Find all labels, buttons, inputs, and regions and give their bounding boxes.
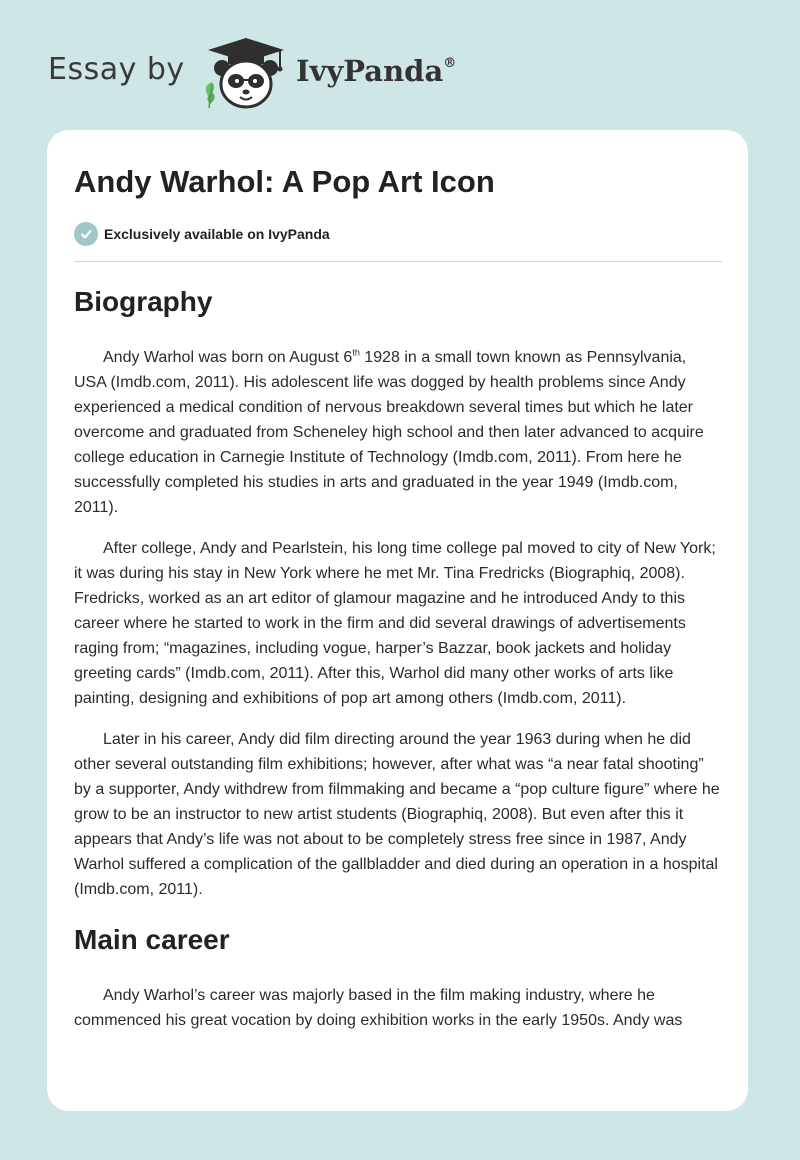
panda-mascot-icon[interactable] — [200, 34, 292, 112]
paragraph: Andy Warhol’s career was majorly based in the film making industry, where he commenced his great vocation by doing exhibition works in the early 1950s. Andy was — [74, 987, 683, 1029]
exclusive-badge — [74, 221, 330, 247]
brand-name[interactable]: IvyPanda® — [296, 54, 457, 88]
section-heading-main-career: Main career — [74, 924, 230, 955]
paragraph: After college, Andy and Pearlstein, his long time college pal moved to city of New York; it was during his stay in New York where he met Mr. Tina Fredricks (Biographiq, 2008). Fredricks, worked as an art editor of glamour magazine and he introduced Andy to this career where he started to work in the firm and did several drawings of advertisements raging from; “magazines, including vogue, harper’s Bazzar, book jackets and holiday greeting cards” (Imdb.com, 2011). After this, Warhol did many other works of arts like painting, designing and exhibitions of pop art among others (Imdb.com, 2011). — [74, 540, 716, 707]
check-icon — [74, 222, 98, 246]
essay-by-label: Essay by — [48, 52, 185, 87]
paragraph: Andy Warhol was born on August 6th 1928 in a small town known as Pennsylvania, USA (Imdb.com, 2011). His adolescent life was dogged by health problems since Andy experienced a medical condition of nervous breakdown several times but which he later overcome and graduated from Scheneley high school and then later advanced to acquire college education in Carnegie Institute of Technology (Imdb.com, 2011). From here he successfully completed his studies in arts and graduated in the year 1949 (Imdb.com, 2011). — [74, 347, 704, 516]
registered-mark: ® — [443, 56, 457, 71]
section-heading-biography: Biography — [74, 286, 213, 317]
essay-body — [74, 280, 722, 1033]
essay-card — [47, 130, 748, 1111]
exclusive-label: Exclusively available on IvyPanda — [104, 226, 330, 242]
site-header — [0, 0, 800, 130]
paragraph: Later in his career, Andy did film directing around the year 1963 during when he did other several outstanding film exhibitions; however, after what was “a near fatal shooting” by a supporter, Andy withdrew from filmmaking and became a “pop culture figure” where he grow to be an instructor to new artist students (Biographiq, 2008). But even after this it appears that Andy’s life was not about to be completely stress free since in 1987, Andy Warhol suffered a complication of the gallbladder and died during an operation in a hospital (Imdb.com, 2011). — [74, 731, 720, 898]
divider — [74, 261, 722, 262]
page-title: Andy Warhol: A Pop Art Icon — [74, 164, 495, 199]
